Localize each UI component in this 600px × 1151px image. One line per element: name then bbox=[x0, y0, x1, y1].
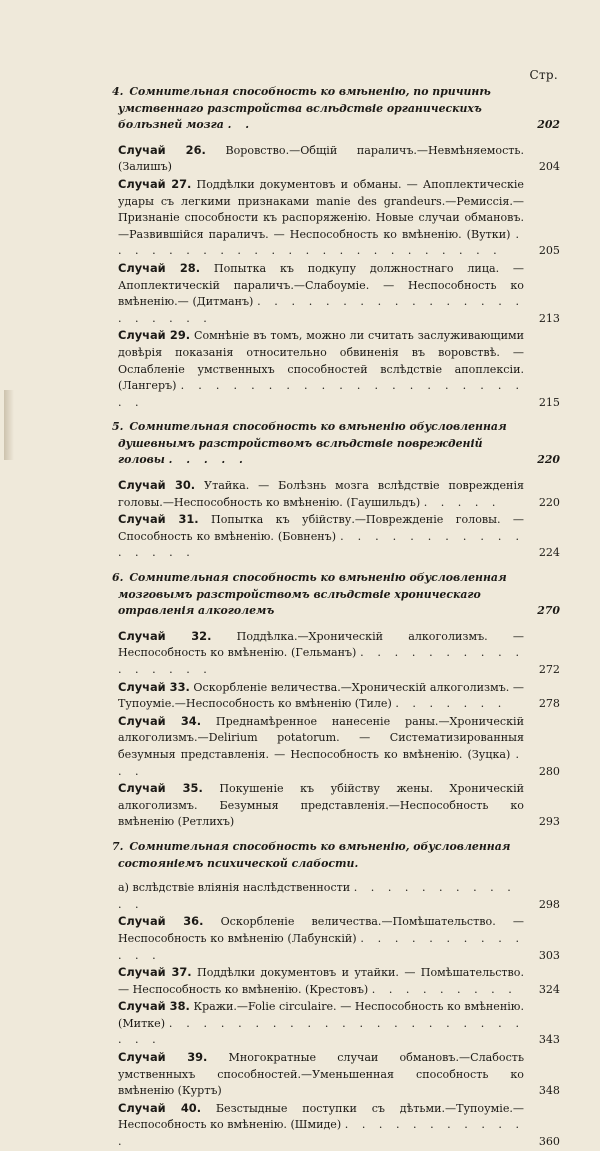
page-number: 348 bbox=[538, 1084, 560, 1098]
case-label: Случай 28. bbox=[118, 260, 201, 275]
page-number: 303 bbox=[538, 948, 560, 962]
toc-case-entry bbox=[118, 913, 560, 964]
case-label: Случай 34. bbox=[118, 713, 202, 728]
case-label: Случай 40. bbox=[118, 1100, 202, 1115]
case-label: Случай 33. bbox=[118, 679, 190, 694]
case-label: Случай 38. bbox=[118, 999, 190, 1014]
entry-text: Сомнительная способность ко вмѣненію обусловленная мозговымъ разстройствомъ вслѣдствіе хроническаго отравленія алкоголемъ bbox=[118, 571, 507, 618]
leader-dots: . . . . . . . . . . . . bbox=[118, 881, 516, 911]
section-number: 4. bbox=[112, 85, 124, 98]
page-number: 224 bbox=[538, 546, 560, 560]
toc-section-heading bbox=[112, 839, 560, 872]
entry-text: Попытка къ подкупу должностнаго лица. — Апоплектическій параличъ.—Слабоуміе. — Неспособность ко вмѣненію.— (Дитманъ) bbox=[118, 261, 525, 309]
leader-dots: . . . . . . . . . . . . . . . . . . . . . . . . bbox=[118, 1016, 524, 1047]
leader-dots: . . bbox=[227, 118, 254, 132]
entry-text: Поддѣлки документовъ и обманы. — Апоплектическіе удары съ легкими признаками manie des grandeurs.—Ремиссія.— Признаніе способности къ распоряженію. Новые случаи обмановъ.—Развившійся параличъ. — Неспособность ко вмѣненію. (Вутки) bbox=[118, 177, 524, 241]
entry-text: Оскорбленіе величества.—Хроническій алкоголизмъ. — Тупоуміе.—Неспособность ко вмѣненію (Тиле) bbox=[118, 680, 525, 711]
case-label: Случай 39. bbox=[118, 1050, 208, 1065]
entry-text: Многократные случаи обмановъ.—Слабость умственныхъ способностей.—Уменьшенная способность ко вмѣненію (Куртъ) bbox=[118, 1051, 524, 1098]
leader-dots: . . . . . . . . . . . . . . . . bbox=[118, 646, 524, 676]
leader-dots: . . . . . bbox=[168, 453, 248, 467]
page-number: 293 bbox=[538, 815, 560, 829]
case-label: Случай 35. bbox=[118, 781, 203, 796]
entry-text: а) вслѣдствіе вліянія наслѣдственности bbox=[118, 881, 351, 895]
toc-case-entry bbox=[118, 1100, 560, 1151]
toc-case-entry bbox=[118, 628, 560, 679]
entry-text: Безстыдные поступки съ дѣтьми.—Тупоуміе.—Неспособность ко вмѣненію. (Шмиде) bbox=[118, 1101, 525, 1132]
page-edge-shadow bbox=[4, 390, 14, 460]
case-label: Случай 30. bbox=[118, 478, 196, 493]
entry-text: Поддѣлки документовъ и утайки. — Помѣшательство. — Неспособность ко вмѣненію. (Крестовъ) bbox=[118, 966, 524, 996]
entry-text: Сомнительная способность ко вмѣненію, обусловленная состояніемъ психической слабости. bbox=[118, 839, 511, 870]
case-label: Случай 32. bbox=[118, 628, 212, 643]
toc-case-entry bbox=[118, 260, 560, 327]
leader-dots: . . . . . . . . . bbox=[371, 982, 517, 996]
page-number: 298 bbox=[538, 897, 560, 911]
entry-text: Попытка къ убійству.—Поврежденіе головы. — Способность ко вмѣненію. (Бовненъ) bbox=[118, 513, 524, 543]
entry-text: Преднамѣренное нанесеніе раны.—Хроническій алкоголизмъ.—Delirium potatorum. — Систематизированныя безумныя представленія. — Неспособность ко вмѣненію. (Зуцка) bbox=[118, 714, 524, 761]
page-number: 280 bbox=[538, 764, 560, 778]
leader-dots: . . . . . . . . . . . . . . . . . . . . . . bbox=[118, 379, 525, 409]
toc-section-heading bbox=[112, 419, 560, 469]
entry-text: Сомнительная способность ко вмѣненію обусловленная душевнымъ разстройствомъ вслѣдствіе поврежденій головы bbox=[118, 420, 507, 467]
entry-text: Сомнѣніе въ томъ, можно ли считать заслуживающими довѣрія показанія относительно обвиненія въ воровствѣ. — Ослабленіе умственныхъ способностей вслѣдствіе апоплексіи. (Лангеръ) bbox=[118, 329, 524, 393]
page-number: 272 bbox=[538, 663, 560, 676]
page-number: 360 bbox=[538, 1135, 560, 1149]
page-number: 220 bbox=[537, 453, 560, 467]
toc-case-entry bbox=[118, 679, 560, 713]
page-number: 205 bbox=[538, 244, 560, 258]
entry-text: Сомнительная способность ко вмѣненію, по причинѣ умственнаго разстройства вслѣдствіе органическихъ болѣзней мозга bbox=[118, 85, 491, 132]
case-label: Случай 29. bbox=[118, 328, 191, 343]
leader-dots: . . . . . . . . . . . . . . . . . . . . . . . . bbox=[118, 227, 524, 258]
entry-text: Кражи.—Folie circulaire. — Неспособность ко вмѣненію. (Митке) bbox=[118, 1000, 524, 1030]
section-number: 5. bbox=[112, 420, 124, 434]
toc-case-entry bbox=[118, 142, 560, 176]
page-number: 343 bbox=[538, 1033, 560, 1047]
page-number: 215 bbox=[538, 395, 560, 409]
table-of-contents bbox=[112, 84, 560, 1151]
page-number: 202 bbox=[537, 118, 560, 132]
toc-case-entry bbox=[118, 327, 560, 411]
page-number: 324 bbox=[538, 982, 560, 996]
case-label: Случай 37. bbox=[118, 965, 192, 980]
page-column-header: Стр. bbox=[529, 68, 558, 82]
leader-dots: . . . . . . . . . . . . . . . . . . . . . . bbox=[118, 295, 524, 325]
section-number: 6. bbox=[112, 571, 124, 585]
leader-dots: . . . . . bbox=[423, 495, 501, 509]
section-number: 7. bbox=[112, 839, 124, 853]
page-number: 270 bbox=[537, 604, 560, 618]
page-number: 213 bbox=[538, 311, 560, 325]
toc-case-entry bbox=[118, 713, 560, 780]
entry-text: Воровство.—Общій параличъ.—Невмѣняемость. (Залишъ) bbox=[118, 143, 524, 174]
toc-case-entry bbox=[118, 780, 560, 831]
page-number: 204 bbox=[538, 160, 560, 174]
case-label: Случай 26. bbox=[118, 142, 206, 157]
toc-section-heading bbox=[112, 570, 560, 620]
page-number: 278 bbox=[538, 697, 560, 711]
toc-case-entry bbox=[118, 964, 560, 998]
leader-dots: . . . . . . . bbox=[395, 697, 507, 711]
entry-text: Покушеніе къ убійству жены. Хроническій алкоголизмъ. Безумныя представленія.—Неспособность ко вмѣненію (Ретлихъ) bbox=[118, 782, 525, 829]
leader-dots: . . . . . . . . . . . . bbox=[118, 1118, 524, 1149]
toc-case-entry bbox=[118, 477, 560, 511]
entry-text: Утайка. — Болѣзнь мозга вслѣдствіе поврежденія головы.—Неспособность ко вмѣненію. (Гаушильдъ) bbox=[118, 479, 524, 509]
case-label: Случай 36. bbox=[118, 914, 204, 929]
case-label: Случай 27. bbox=[118, 176, 192, 191]
toc-subsection bbox=[118, 880, 560, 913]
page-number: 220 bbox=[538, 495, 560, 509]
toc-case-entry bbox=[118, 1049, 560, 1100]
leader-dots: . . . bbox=[118, 747, 524, 778]
case-label: Случай 31. bbox=[118, 512, 199, 527]
entry-text: Поддѣлка.—Хроническій алкоголизмъ. — Неспособность ко вмѣненію. (Гельманъ) bbox=[118, 629, 524, 660]
toc-case-entry bbox=[118, 511, 560, 562]
leader-dots: . . . . . . . . . . . . . bbox=[118, 931, 524, 962]
leader-dots: . . . . . . . . . . . . . . . . bbox=[118, 529, 524, 560]
toc-section-heading bbox=[112, 84, 560, 134]
toc-case-entry bbox=[118, 998, 560, 1049]
entry-text: Оскорбленіе величества.—Помѣшательство. — Неспособность ко вмѣненію (Лабунскій) bbox=[118, 915, 524, 945]
toc-case-entry bbox=[118, 176, 560, 260]
